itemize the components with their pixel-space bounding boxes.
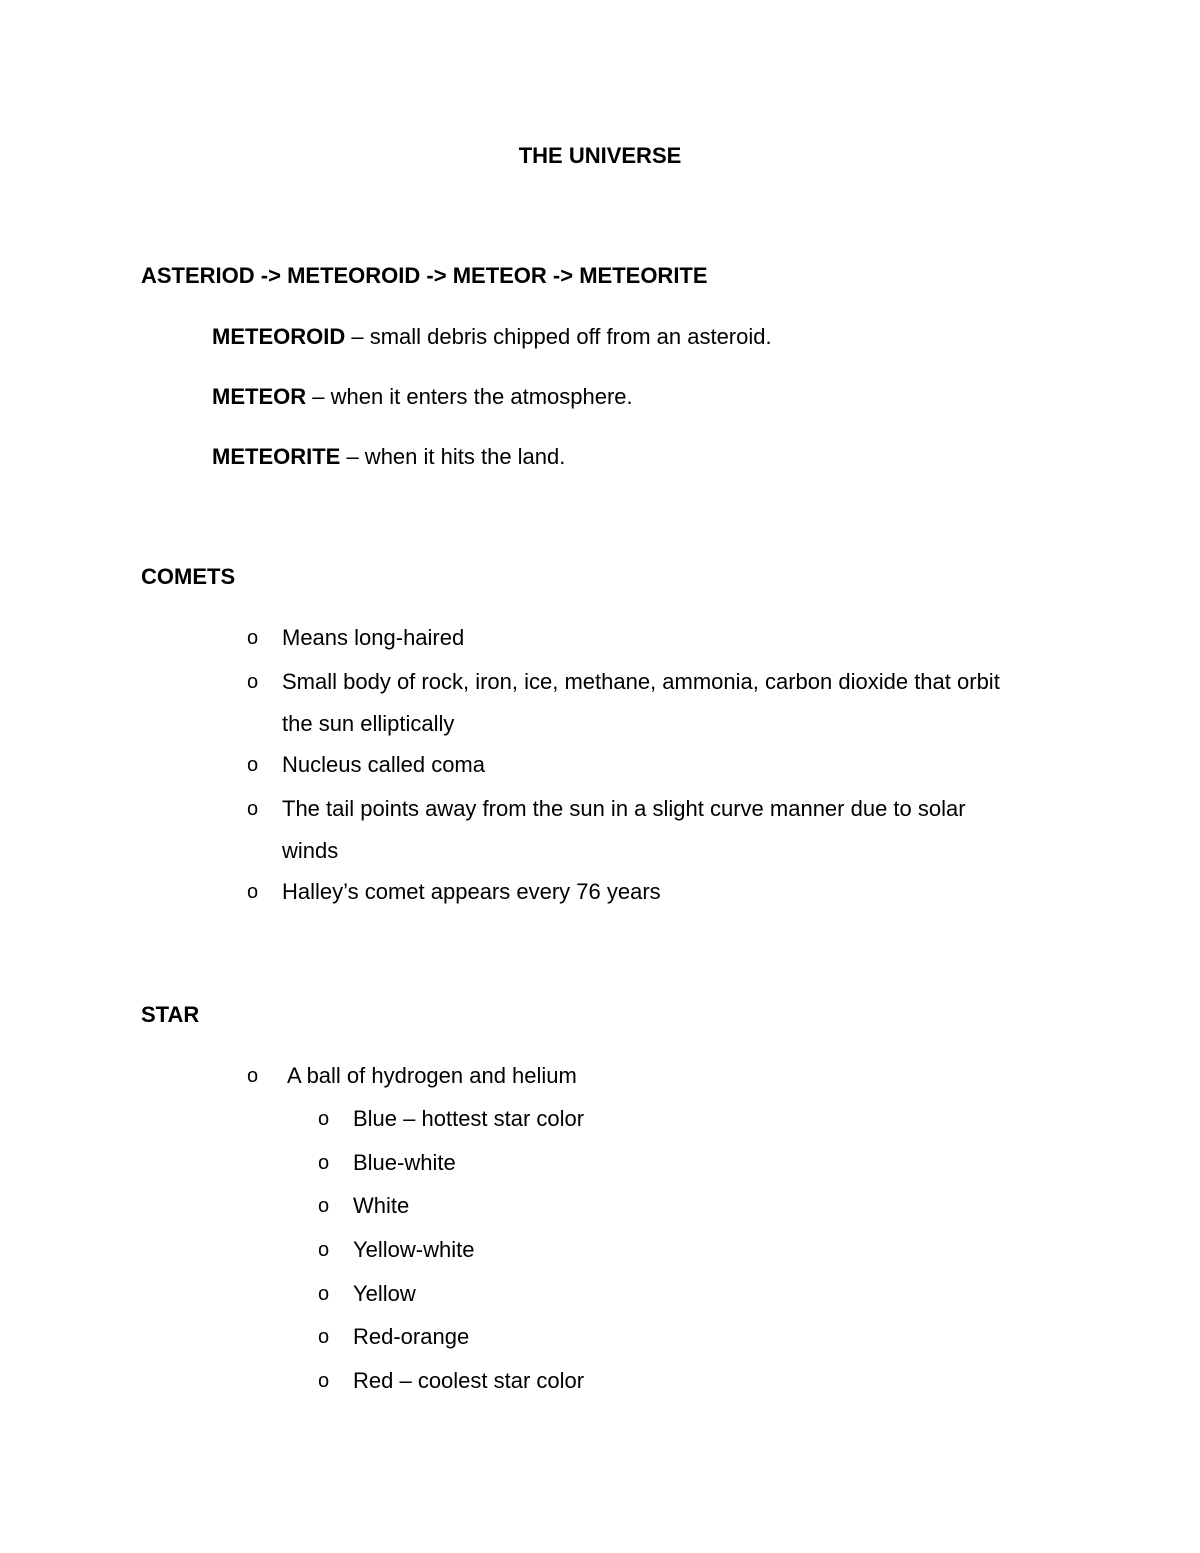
bullet-icon: o (247, 627, 259, 649)
page-title: THE UNIVERSE (518, 143, 682, 168)
list-item-text-continued: winds (282, 838, 339, 863)
bullet-icon: o (318, 1108, 330, 1130)
bullet-icon: o (247, 798, 259, 820)
bullet-icon: o (318, 1370, 330, 1392)
bullet-icon: o (247, 881, 259, 903)
bullet-icon: o (318, 1152, 330, 1174)
definition-text: – small debris chipped off from an asteroid. (345, 324, 772, 349)
list-item-text: Yellow-white (353, 1237, 475, 1262)
definition-term: METEOR (212, 384, 307, 409)
definition-text: – when it enters the atmosphere. (306, 384, 633, 409)
list-item-text: White (353, 1193, 410, 1218)
list-item-text: Halley’s comet appears every 76 years (282, 879, 661, 904)
definition-meteor (212, 383, 633, 411)
definition-term: METEOROID (212, 324, 346, 349)
bullet-icon: o (318, 1283, 330, 1305)
bullet-icon: o (247, 754, 259, 776)
list-item-text: Small body of rock, iron, ice, methane, ammonia, carbon dioxide that orbit (282, 669, 1000, 694)
bullet-icon: o (318, 1195, 330, 1217)
asteroid-sequence: ASTERIOD -> METEOROID -> METEOR -> METEORITE (141, 263, 708, 288)
list-item-text: A ball of hydrogen and helium (287, 1063, 577, 1088)
list-item-text: Means long-haired (282, 625, 465, 650)
bullet-icon: o (318, 1239, 330, 1261)
bullet-icon: o (247, 1065, 259, 1087)
list-item-text: Nucleus called coma (282, 752, 485, 777)
list-item-text: Red-orange (353, 1324, 470, 1349)
list-item-text: The tail points away from the sun in a slight curve manner due to solar (282, 796, 966, 821)
definition-meteorite (212, 443, 565, 471)
definition-term: METEORITE (212, 444, 341, 469)
list-item-text: Yellow (353, 1281, 416, 1306)
list-item-text: Red – coolest star color (353, 1368, 585, 1393)
list-item-text: Blue – hottest star color (353, 1106, 585, 1131)
section-heading-star: STAR (141, 1002, 200, 1027)
bullet-icon: o (247, 671, 259, 693)
definition-text: – when it hits the land. (340, 444, 566, 469)
list-item-text: Blue-white (353, 1150, 456, 1175)
list-item-text-continued: the sun elliptically (282, 711, 455, 736)
section-heading-comets: COMETS (141, 564, 236, 589)
bullet-icon: o (318, 1326, 330, 1348)
definition-meteoroid (212, 323, 772, 351)
